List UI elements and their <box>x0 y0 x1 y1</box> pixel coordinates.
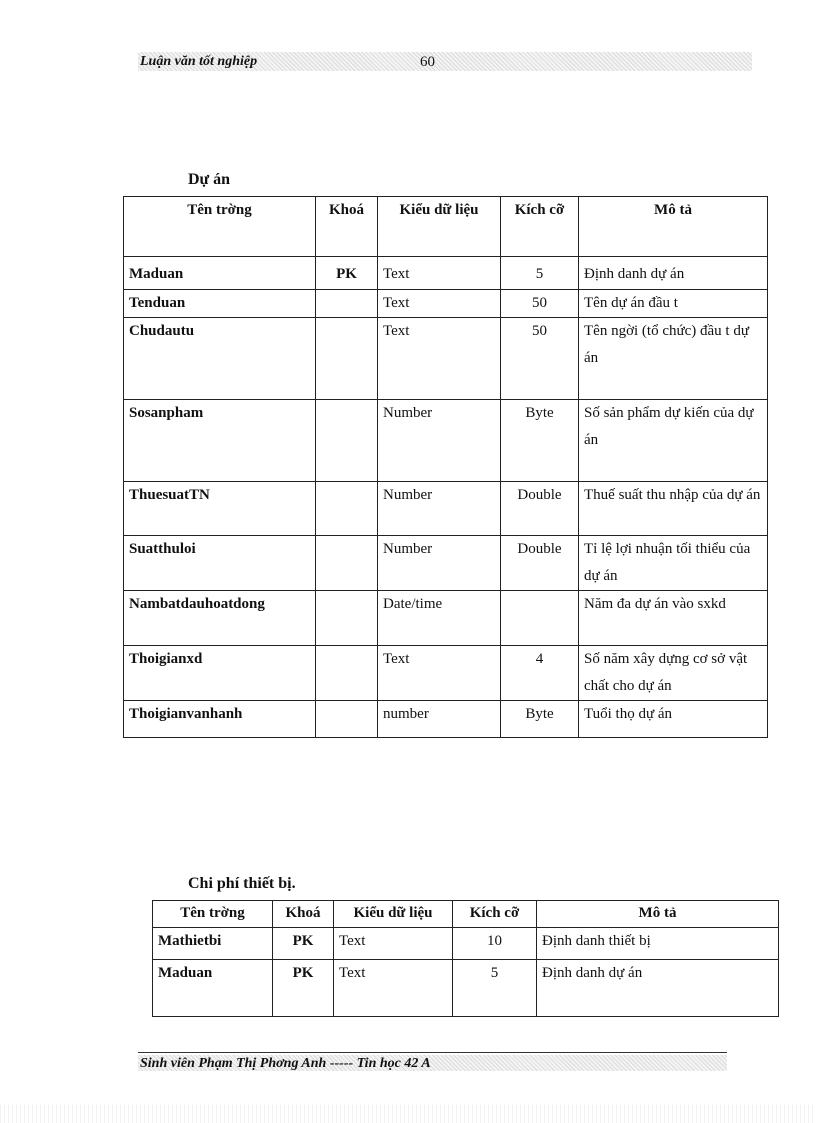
data-type: number <box>378 701 501 738</box>
data-type: Text <box>378 290 501 318</box>
table-row <box>124 257 768 290</box>
field-name: Suatthuloi <box>124 536 316 591</box>
data-type: Text <box>378 318 501 400</box>
data-type: Number <box>378 536 501 591</box>
table-row <box>124 400 768 482</box>
data-type: Text <box>378 646 501 701</box>
size-cell: 50 <box>501 318 579 400</box>
data-type: Text <box>334 960 453 1017</box>
table-row <box>124 536 768 591</box>
field-name: Thoigianvanhanh <box>124 701 316 738</box>
description: Tên ngời (tổ chức) đầu t dự án <box>579 318 768 400</box>
size-cell: 10 <box>453 928 537 960</box>
description: Số sản phẩm dự kiến của dự án <box>579 400 768 482</box>
key-cell <box>316 482 378 536</box>
description: Tên dự án đầu t <box>579 290 768 318</box>
table-row <box>124 646 768 701</box>
table-row <box>124 701 768 738</box>
field-name: Sosanpham <box>124 400 316 482</box>
key-cell: PK <box>273 928 334 960</box>
size-cell <box>501 591 579 646</box>
table-row <box>153 928 779 960</box>
field-name: Chudautu <box>124 318 316 400</box>
description: Định danh dự án <box>579 257 768 290</box>
table-row <box>153 960 779 1017</box>
size-cell: Double <box>501 536 579 591</box>
page-number: 60 <box>420 54 435 70</box>
field-name: Mathietbi <box>153 928 273 960</box>
field-name: Maduan <box>124 257 316 290</box>
key-cell <box>316 400 378 482</box>
data-type: Date/time <box>378 591 501 646</box>
footer-text: Sinh viên Phạm Thị Phơng Anh ----- Tin học 42 A <box>140 1056 431 1071</box>
data-type: Text <box>378 257 501 290</box>
description: Số năm xây dựng cơ sở vật chất cho dự án <box>579 646 768 701</box>
header-description: Mô tả <box>537 901 779 928</box>
description: Tỉ lệ lợi nhuận tối thiểu của dự án <box>579 536 768 591</box>
size-cell: Byte <box>501 701 579 738</box>
header-data-type: Kiểu dữ liệu <box>334 901 453 928</box>
header-size: Kích cỡ <box>453 901 537 928</box>
key-cell <box>316 318 378 400</box>
header-data-type: Kiểu dữ liệu <box>378 197 501 257</box>
description: Định danh thiết bị <box>537 928 779 960</box>
size-cell: 4 <box>501 646 579 701</box>
footer-rule <box>138 1052 727 1053</box>
description: Thuế suất thu nhập của dự án <box>579 482 768 536</box>
bottom-shade <box>0 1105 816 1123</box>
header-key: Khoá <box>316 197 378 257</box>
table-row <box>124 482 768 536</box>
key-cell <box>316 536 378 591</box>
size-cell: 50 <box>501 290 579 318</box>
key-cell <box>316 646 378 701</box>
table-row <box>124 318 768 400</box>
field-name: Tenduan <box>124 290 316 318</box>
data-type: Number <box>378 482 501 536</box>
field-name: Maduan <box>153 960 273 1017</box>
header-field-name: Tên trờng <box>124 197 316 257</box>
size-cell: Double <box>501 482 579 536</box>
size-cell: 5 <box>453 960 537 1017</box>
key-cell <box>316 701 378 738</box>
header-description: Mô tả <box>579 197 768 257</box>
key-cell <box>316 290 378 318</box>
table-row <box>124 591 768 646</box>
key-cell: PK <box>316 257 378 290</box>
key-cell <box>316 591 378 646</box>
key-cell: PK <box>273 960 334 1017</box>
description: Tuổi thọ dự án <box>579 701 768 738</box>
header-field-name: Tên trờng <box>153 901 273 928</box>
table1-caption: Dự án <box>188 171 231 188</box>
description: Định danh dự án <box>537 960 779 1017</box>
table2 <box>152 900 779 1017</box>
field-name: Nambatdauhoatdong <box>124 591 316 646</box>
header-title: Luận văn tốt nghiệp <box>140 54 258 69</box>
table2-header-row <box>153 901 779 928</box>
size-cell: 5 <box>501 257 579 290</box>
table1 <box>123 196 768 738</box>
field-name: ThuesuatTN <box>124 482 316 536</box>
data-type: Text <box>334 928 453 960</box>
size-cell: Byte <box>501 400 579 482</box>
header-size: Kích cỡ <box>501 197 579 257</box>
data-type: Number <box>378 400 501 482</box>
description: Năm đa dự án vào sxkd <box>579 591 768 646</box>
field-name: Thoigianxd <box>124 646 316 701</box>
table1-header-row <box>124 197 768 257</box>
table-row <box>124 290 768 318</box>
header-key: Khoá <box>273 901 334 928</box>
table2-caption: Chi phí thiết bị. <box>188 875 296 892</box>
